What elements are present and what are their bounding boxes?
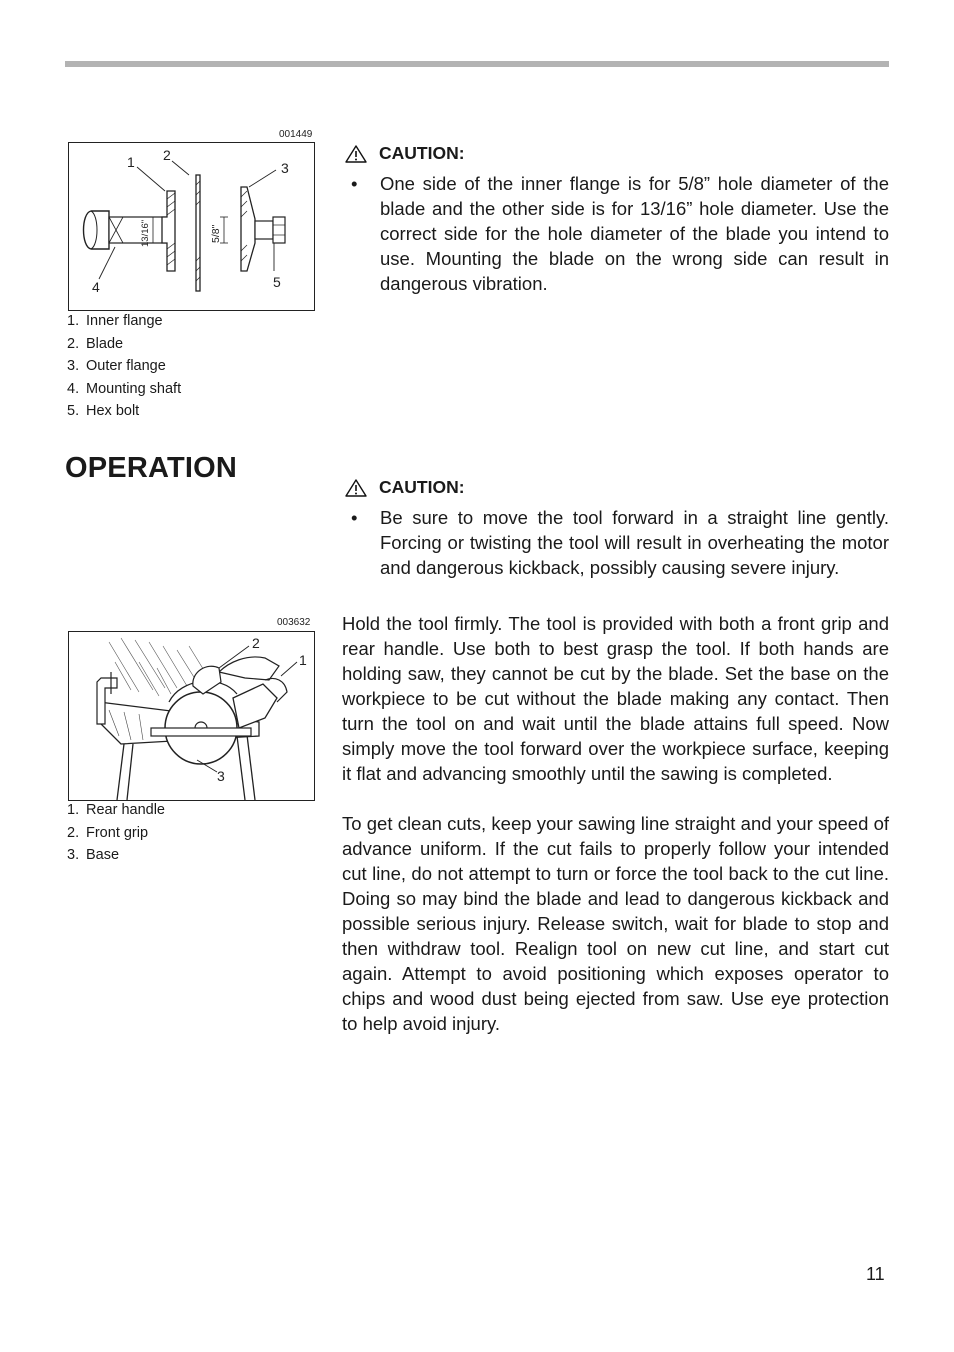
bullet-dot: • [351, 173, 358, 194]
legend-item: 3. Base [67, 847, 120, 864]
warning-icon [345, 479, 367, 497]
caution-heading [345, 477, 465, 498]
caution-heading [345, 143, 465, 164]
legend-item: 5. Hex bolt [67, 403, 140, 420]
callout-number: 3 [217, 768, 225, 784]
legend-item: 3. Outer flange [67, 358, 166, 375]
dimension-label: 13/16" [140, 219, 151, 247]
figure-legend [67, 799, 165, 867]
callout-number: 1 [299, 652, 307, 668]
legend-item: 1. Rear handle [67, 802, 165, 818]
bullet-dot: • [351, 507, 358, 528]
page-number: 11 [866, 1264, 885, 1284]
callout-number: 3 [281, 160, 289, 176]
header-rule [65, 61, 889, 67]
callout-number: 4 [92, 279, 100, 295]
flange-assembly-figure [68, 142, 315, 311]
legend-item: 1. Inner flange [67, 313, 163, 329]
warning-icon [345, 145, 367, 163]
dimension-label: 5/8" [210, 224, 222, 243]
saw-operation-drawing [69, 632, 316, 802]
caution-title: CAUTION: [379, 143, 465, 163]
callout-number: 5 [273, 274, 281, 290]
body-paragraph: Hold the tool firmly. The tool is provided with both a front grip and rear handle. Use both to best grasp the tool. If both hands are holding saw, they cannot be cut by the blade. Set the base on the workpiece to be cut without the blade making any contact. Then turn the tool on and wait until the blade attains full speed. Now simply move the tool forward over the workpiece surface, keeping it flat and advancing smoothly until the sawing is completed. [342, 613, 889, 784]
saw-operation-figure [68, 631, 315, 801]
legend-item: 2. Front grip [67, 824, 149, 841]
figure-legend [67, 310, 181, 423]
caution-text: One side of the inner flange is for 5/8” hole diameter of the blade and the other side is for 13/16” hole diameter. Use the correct side for the hole diameter of the blade you intend to use. Mounting the blade on the wrong side can result in dangerous vibration. [380, 173, 889, 294]
figure-code: 001449 [279, 129, 313, 140]
flange-assembly-drawing [69, 143, 316, 312]
figure-code: 003632 [277, 617, 311, 628]
body-paragraph: To get clean cuts, keep your sawing line straight and your speed of advance uniform. If the cut fails to properly follow your intended cut line, do not attempt to turn or force the tool back to the cut line. Doing so may bind the blade and lead to dangerous kickback and possible serious injury. Release switch, wait for blade to stop and then withdraw tool. Realign tool on new cut line, and start cut again. Attempt to avoid positioning which exposes operator to chips and wood dust being ejected from saw. Use eye protection to help avoid injury. [342, 813, 889, 1034]
caution-title: CAUTION: [379, 477, 465, 497]
callout-number: 1 [127, 154, 135, 170]
legend-item: 2. Blade [67, 335, 124, 352]
caution-text: Be sure to move the tool forward in a straight line gently. Forcing or twisting the tool will result in overheating the motor and dangerous kickback, possibly causing severe injury. [380, 507, 889, 578]
callout-number: 2 [252, 635, 260, 651]
section-heading: OPERATION [65, 452, 238, 484]
legend-item: 4. Mounting shaft [67, 380, 182, 397]
callout-number: 2 [163, 147, 171, 163]
